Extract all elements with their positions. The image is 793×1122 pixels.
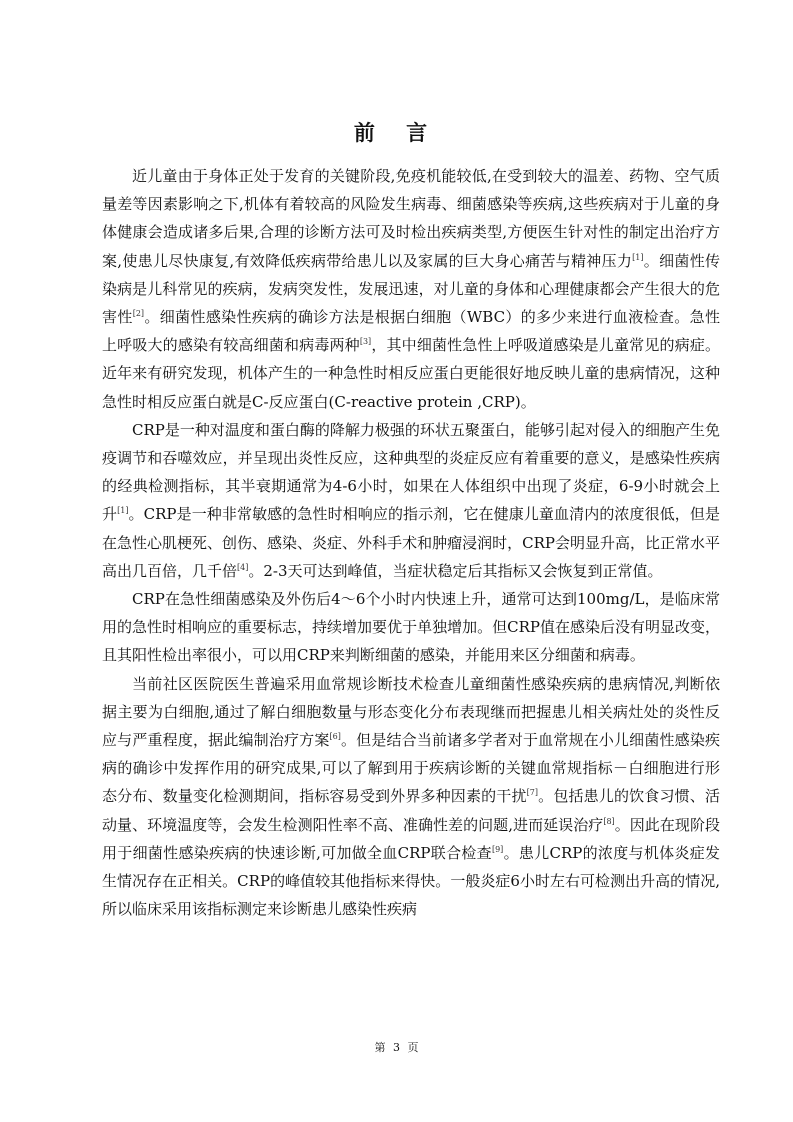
paragraph: [102, 670, 720, 924]
paragraph-text: 近儿童由于身体正处于发育的关键阶段,免疫机能较低,在受到较大的温差、药物、空气质量差等因素影响之下,机体有着较高的风险发生病毒、细菌感染等疾病,这些疾病对于儿童的身体健康会造成诸多后果,合理的诊断方法可及时检出疾病类型,方便医生针对性的制定出治疗方案,使患儿尽快康复,有效降低疾病带给患儿以及家属的巨大身心痛苦与精神压力: [102, 167, 720, 270]
paragraph: [102, 416, 720, 585]
paragraph-text: 。包括患儿的饮食习惯、活动量、环境温度等，会发生检测阳性率不高、准确性差的问题,进而延误治疗: [102, 787, 720, 834]
page-title: 前 言: [353, 121, 440, 145]
body-text: [102, 162, 720, 923]
paragraph-text: ，其中细菌性急性上呼吸道感染是儿童常见的病症。近年来有研究发现，机体产生的一种急性时相反应蛋白更能很好地反映儿童的患病情况，这种急性时相反应蛋白就是C-反应蛋白(C-reactive protein ,CRP)。: [102, 336, 720, 411]
paragraph-text: 。细菌性传染病是儿科常见的疾病，发病突发性，发展迅速，对儿童的身体和心理健康都会产生很大的危害性: [102, 251, 720, 327]
paragraph-text: 。患儿CRP的浓度与机体炎症发生情况存在正相关。CRP的峰值较其他指标来得快。一般炎症6小时左右可检测出升高的情况,所以临床采用该指标测定来诊断患儿感染性疾病: [102, 843, 720, 919]
paragraph-text: 。因此在现阶段用于细菌性感染疾病的快速诊断,可加做全血CRP联合检查: [102, 815, 720, 862]
paragraph-text: 当前社区医院医生普遍采用血常规诊断技术检查儿童细菌性感染疾病的患病情况,判断依据主要为白细胞,通过了解白细胞数量与形态变化分布表现继而把握患儿相关病灶处的炎性反应与严重程度，据此编制治疗方案: [102, 674, 720, 750]
citation-ref: [1]: [117, 506, 129, 516]
citation-ref: [9]: [491, 844, 504, 854]
paragraph-text: 。2-3天可达到峰值，当症状稳定后其指标又会恢复到正常值。: [248, 561, 663, 580]
page-number: 第 3 页: [374, 1041, 419, 1054]
paragraph-text: CRP在急性细菌感染及外伤后4～6个小时内快速上升，通常可达到100mg/L，是临床常用的急性时相响应的重要标志，持续增加要优于单独增加。但CRP值在感染后没有明显改变，且其阳性检出率很小，可以用CRP来判断细菌的感染，并能用来区分细菌和病毒。: [102, 590, 720, 665]
paragraph-text: 。CRP是一种非常敏感的急性时相响应的指示剂，它在健康儿童血清内的浓度很低，但是在急性心肌梗死、创伤、感染、炎症、外科手术和肿瘤浸润时，CRP会明显升高，比正常水平高出几百倍，几千倍: [102, 505, 720, 580]
citation-ref: [2]: [132, 309, 145, 319]
citation-ref: [3]: [359, 337, 372, 347]
citation-ref: [4]: [237, 562, 249, 572]
paragraph-text: CRP是一种对温度和蛋白酶的降解力极强的环状五聚蛋白，能够引起对侵入的细胞产生免疫调节和吞噬效应，并呈现出炎性反应，这种典型的炎症反应有着重要的意义，是感染性疾病的经典检测指标，其半衰期通常为4-6小时，如果在人体组织中出现了炎症，6-9小时就会上升: [102, 420, 720, 524]
citation-ref: [6]: [329, 732, 341, 742]
paragraph: [102, 585, 720, 670]
paragraph: [102, 162, 720, 416]
citation-ref: [8]: [603, 816, 615, 826]
paragraph-text: 。但是结合当前诸多学者对于血常规在小儿细菌性感染疾病的确诊中发挥作用的研究成果,可以了解到用于疾病诊断的关键血常规指标－白细胞进行形态分布、数量变化检测期间，指标容易受到外界多种因素的干扰: [102, 731, 720, 806]
citation-ref: [7]: [526, 788, 538, 798]
paragraph-text: 。细菌性感染性疾病的确诊方法是根据白细胞（WBC）的多少来进行血液检查。急性上呼吸大的感染有较高细菌和病毒两种: [102, 308, 720, 355]
citation-ref: [1]: [632, 252, 644, 262]
